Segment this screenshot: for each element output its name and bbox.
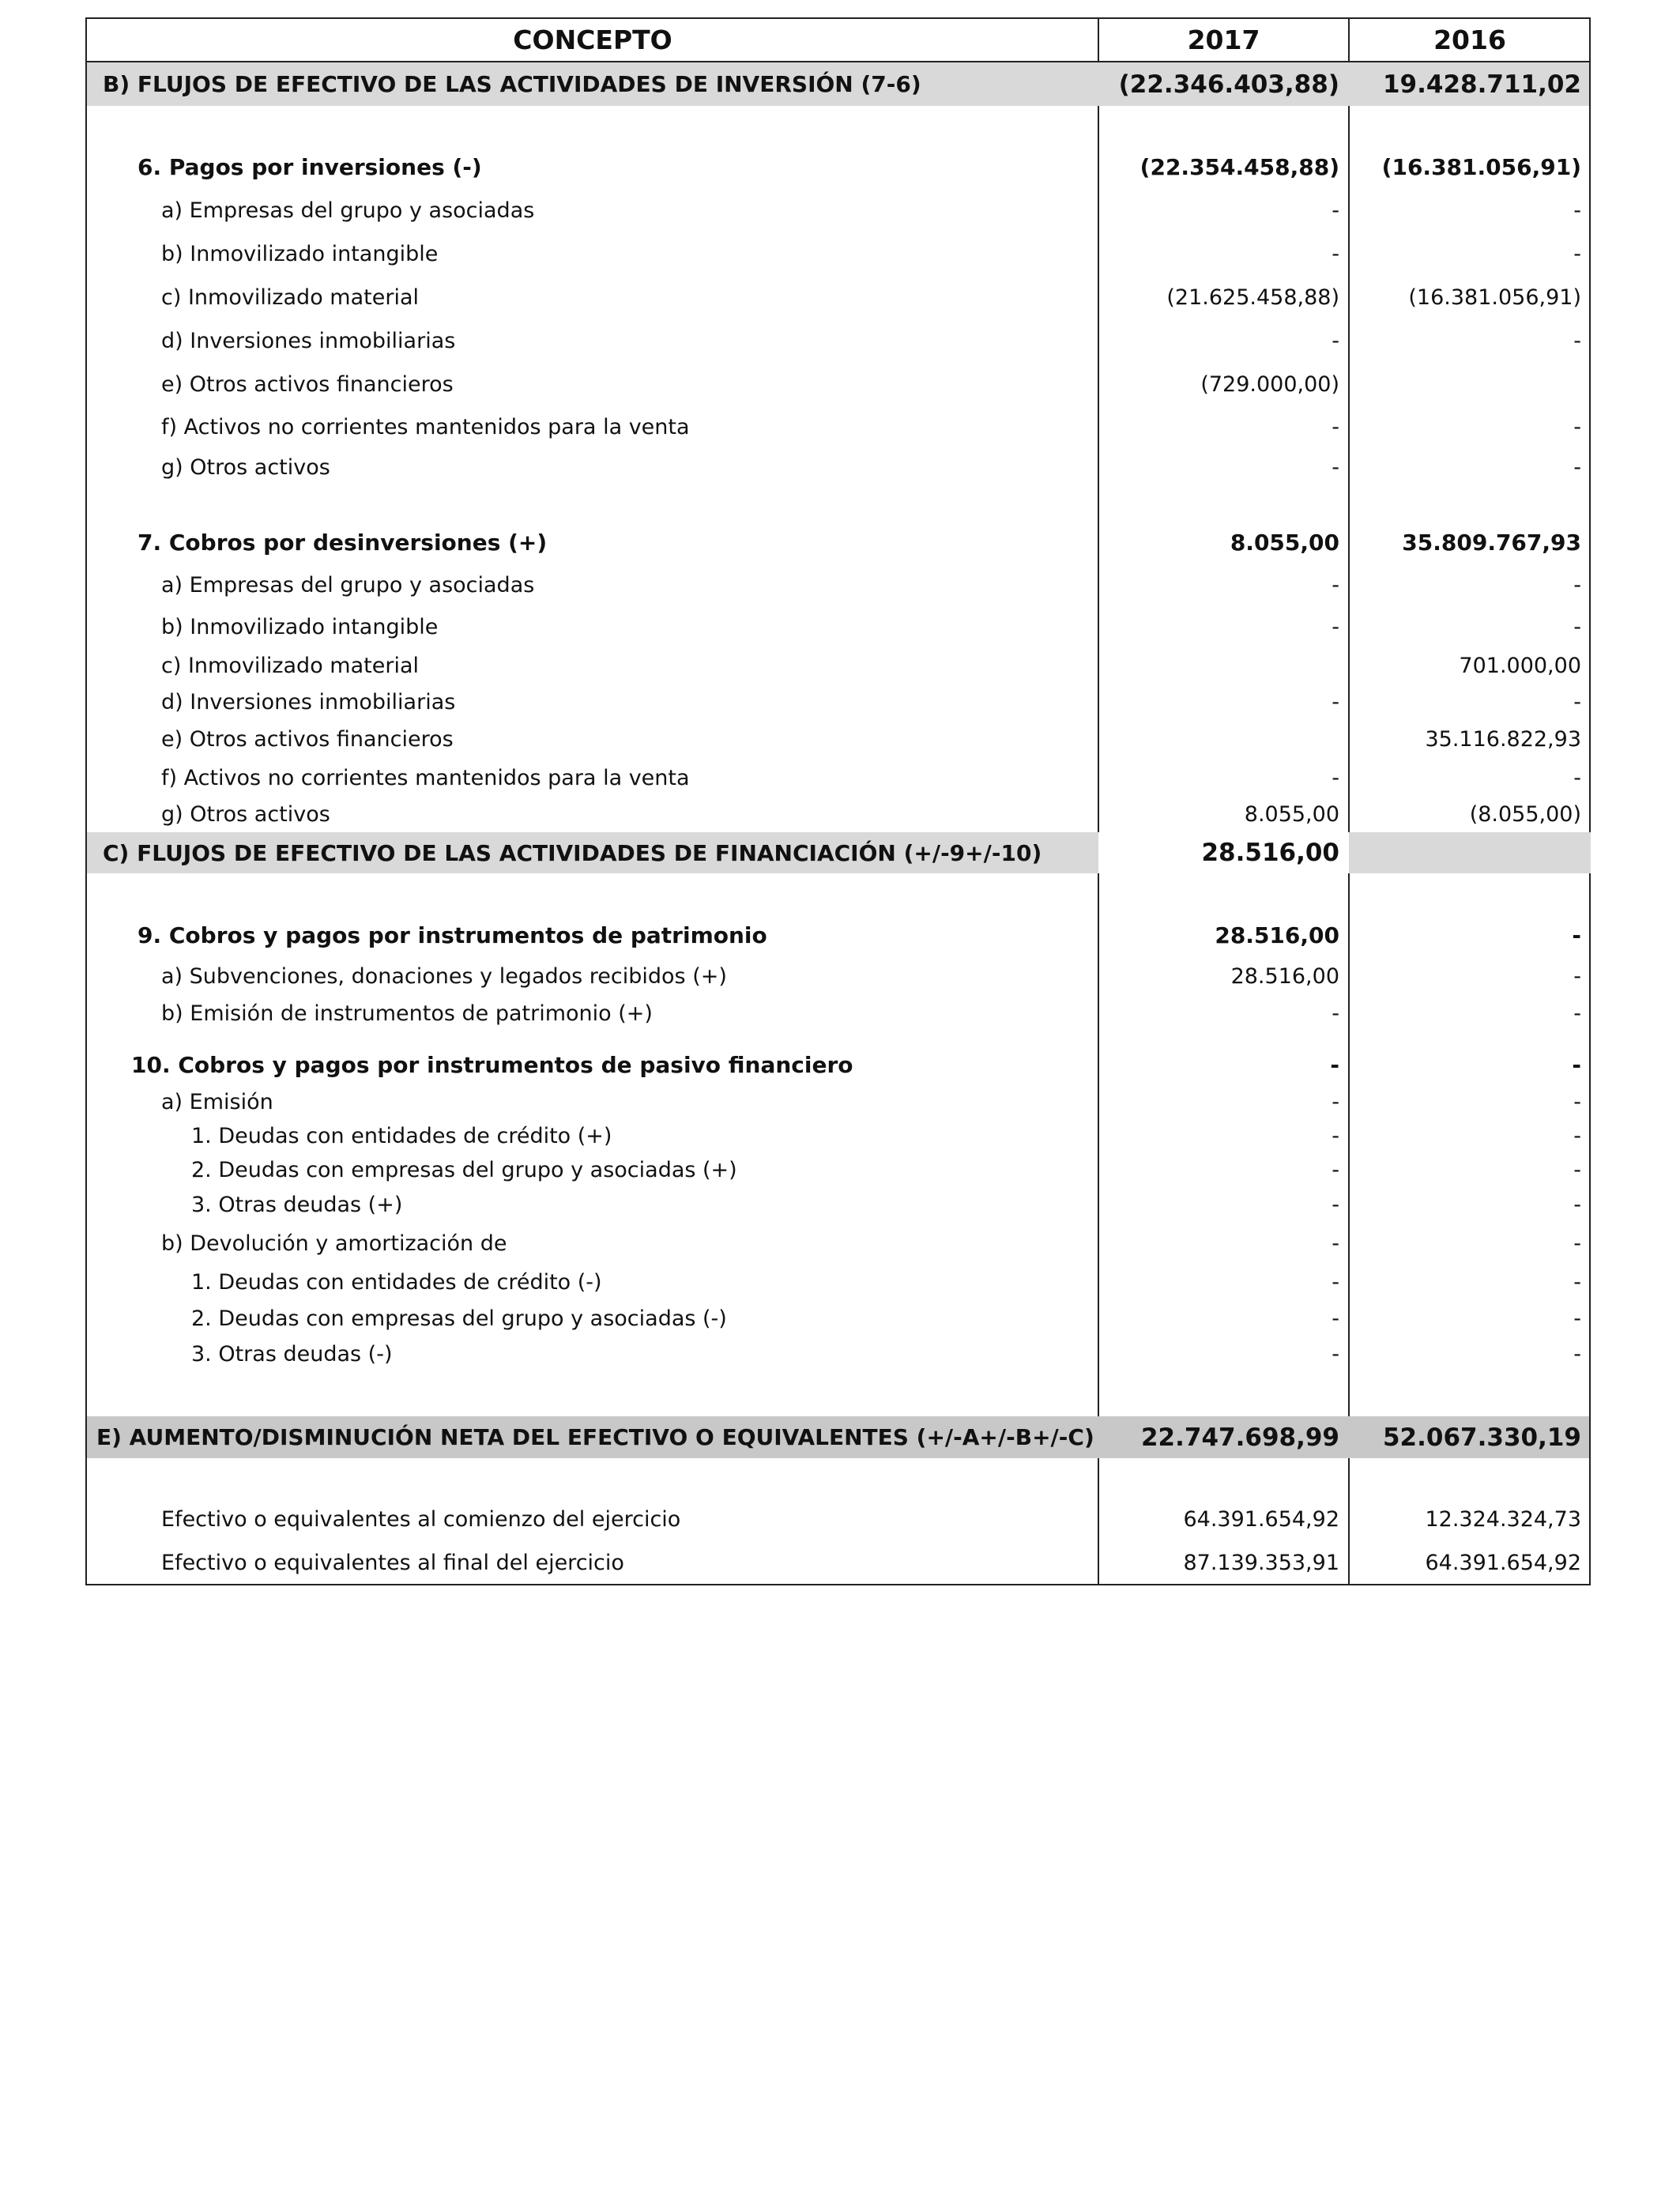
row-label: b) Devolución y amortización de [161,1231,507,1256]
row-2017: (729.000,00) [1200,372,1339,397]
row-2017: - [1332,329,1339,353]
row-label: 2. Deudas con empresas del grupo y asociadas (-) [191,1306,727,1331]
row-label: f) Activos no corrientes mantenidos para la venta [161,414,690,439]
row-label: c) Inmovilizado material [161,285,419,310]
row-2016: - [1573,1193,1581,1217]
efectivo-inicio-2017: 64.391.654,92 [1183,1507,1339,1532]
row-label: a) Emisión [161,1090,273,1114]
cobros-desinversiones-2016: 35.809.767,93 [1402,529,1581,556]
table-row [87,684,1589,720]
row-label: 2. Deudas con empresas del grupo y asociadas (+) [191,1158,737,1182]
header-concepto: CONCEPTO [513,25,672,55]
section-b-2017: (22.346.403,88) [1118,70,1339,99]
pasivo-2016: - [1572,1051,1581,1078]
row-2017: - [1332,689,1339,714]
row-label: g) Otros activos [161,802,330,827]
row-2016: 35.116.822,93 [1425,727,1581,752]
patrimonio-row [87,914,1589,956]
section-c-label: C) FLUJOS DE EFECTIVO DE LAS ACTIVIDADES DE FINANCIACIÓN (+/-9+/-10) [103,839,1042,866]
row-2017: (21.625.458,88) [1166,285,1339,310]
table-row [87,276,1589,319]
table-row [87,564,1589,606]
efectivo-inicio-2016: 12.324.324,73 [1425,1507,1581,1532]
row-2016: - [1573,1306,1581,1331]
section-c-2017: 28.516,00 [1098,832,1349,873]
section-e-label: E) AUMENTO/DISMINUCIÓN NETA DEL EFECTIVO O EQUIVALENTES (+/-A+/-B+/-C) [96,1424,1094,1450]
pasivo-row [87,1044,1589,1085]
row-label: b) Inmovilizado intangible [161,242,439,266]
row-2017: - [1332,1270,1339,1295]
table-row [87,606,1589,647]
row-2016: - [1573,573,1581,598]
pagos-inversiones-row [87,145,1589,189]
table-row [87,956,1589,997]
table-row [87,1085,1589,1119]
table-row [87,1265,1589,1300]
row-2016: - [1573,1342,1581,1367]
row-label: a) Subvenciones, donaciones y legados recibidos (+) [161,963,727,989]
table-row [87,1187,1589,1223]
efectivo-final-label: Efectivo o equivalentes al final del ejercicio [161,1550,624,1575]
table-row [87,720,1589,759]
row-2017: - [1332,1193,1339,1217]
row-2017: - [1332,1231,1339,1256]
row-2017: - [1332,573,1339,598]
row-label: f) Activos no corrientes mantenidos para la venta [161,765,690,790]
header-2017: 2017 [1187,25,1260,55]
row-label: d) Inversiones inmobiliarias [161,689,456,714]
table-row [87,363,1589,406]
row-2016: - [1573,198,1581,223]
pagos-inversiones-label: 6. Pagos por inversiones (-) [137,154,482,180]
cash-flow-table [85,17,1591,1585]
row-2016 [1349,363,1591,406]
section-b-label: B) FLUJOS DE EFECTIVO DE LAS ACTIVIDADES DE INVERSIÓN (7-6) [103,71,921,97]
row-2017: - [1332,1090,1339,1114]
table-row [87,1153,1589,1187]
efectivo-final-row [87,1541,1589,1584]
row-label: b) Emisión de instrumentos de patrimonio (+) [161,1001,653,1026]
section-e-2017: 22.747.698,99 [1140,1423,1339,1452]
table-header-row [87,19,1589,62]
row-2017: - [1332,454,1339,480]
table-row [87,997,1589,1030]
efectivo-inicio-label: Efectivo o equivalentes al comienzo del ejercicio [161,1507,681,1532]
efectivo-final-2016: 64.391.654,92 [1425,1550,1581,1575]
row-2016: - [1573,963,1581,989]
row-2016: - [1573,1231,1581,1256]
table-row [87,647,1589,684]
table-row [87,1119,1589,1153]
pasivo-label: 10. Cobros y pagos por instrumentos de pasivo financiero [131,1051,853,1078]
row-2017: - [1332,1306,1339,1331]
table-row [87,1223,1589,1265]
table-row [87,1336,1589,1372]
table-row [87,406,1589,447]
row-2017 [1098,720,1349,759]
table-row [87,189,1589,232]
efectivo-final-2017: 87.139.353,91 [1183,1550,1339,1575]
row-2016: - [1573,1090,1581,1114]
row-2016: - [1573,689,1581,714]
row-label: d) Inversiones inmobiliarias [161,329,456,353]
efectivo-inicio-row [87,1498,1589,1541]
row-2016: - [1573,1158,1581,1182]
row-label: 1. Deudas con entidades de crédito (-) [191,1270,602,1295]
table-row [87,797,1589,832]
row-2017: 28.516,00 [1230,963,1339,989]
row-2017: - [1332,1124,1339,1148]
row-2016: - [1573,614,1581,639]
row-label: a) Empresas del grupo y asociadas [161,198,535,223]
row-2017: - [1332,765,1339,790]
cobros-desinversiones-label: 7. Cobros por desinversiones (+) [137,529,548,556]
row-2016: - [1573,454,1581,480]
row-2016: (8.055,00) [1469,802,1581,827]
row-2017: - [1332,198,1339,223]
section-e-row [87,1416,1589,1458]
patrimonio-2016: - [1572,922,1581,948]
row-label: 3. Otras deudas (+) [191,1193,403,1217]
row-2016: - [1573,414,1581,439]
row-label: 1. Deudas con entidades de crédito (+) [191,1124,612,1148]
header-2016: 2016 [1433,25,1506,55]
table-row [87,319,1589,363]
table-row [87,759,1589,797]
row-2017: - [1332,1342,1339,1367]
table-row [87,447,1589,487]
pagos-inversiones-2017: (22.354.458,88) [1139,154,1339,180]
row-2016: - [1573,329,1581,353]
row-label: c) Inmovilizado material [161,653,419,678]
cobros-desinversiones-row [87,520,1589,564]
table-row [87,232,1589,276]
row-2017: - [1332,1001,1339,1026]
section-b-2016: 19.428.711,02 [1382,70,1581,99]
row-2016: - [1573,1001,1581,1026]
pagos-inversiones-2016: (16.381.056,91) [1381,154,1581,180]
row-2017 [1098,647,1349,684]
row-label: e) Otros activos financieros [161,372,454,397]
patrimonio-2017: 28.516,00 [1215,922,1339,948]
row-label: g) Otros activos [161,454,330,480]
row-label: e) Otros activos financieros [161,727,454,752]
table-row [87,1300,1589,1336]
row-2017: - [1332,1158,1339,1182]
row-2016: - [1573,765,1581,790]
pasivo-2017: - [1330,1051,1339,1078]
row-label: b) Inmovilizado intangible [161,614,439,639]
row-2017: 8.055,00 [1244,802,1339,827]
section-c-2016 [1349,832,1591,873]
section-c-row [87,832,1589,873]
section-e-2016: 52.067.330,19 [1382,1423,1581,1452]
row-label: 3. Otras deudas (-) [191,1342,393,1367]
row-2016: - [1573,1124,1581,1148]
row-2017: - [1332,614,1339,639]
row-label: a) Empresas del grupo y asociadas [161,573,535,598]
row-2016: 701.000,00 [1459,653,1581,678]
section-b-row [87,62,1589,106]
row-2016: (16.381.056,91) [1408,285,1581,310]
patrimonio-label: 9. Cobros y pagos por instrumentos de patrimonio [137,922,767,948]
row-2016: - [1573,242,1581,266]
row-2017: - [1332,414,1339,439]
cobros-desinversiones-2017: 8.055,00 [1230,529,1339,556]
row-2017: - [1332,242,1339,266]
row-2016: - [1573,1270,1581,1295]
